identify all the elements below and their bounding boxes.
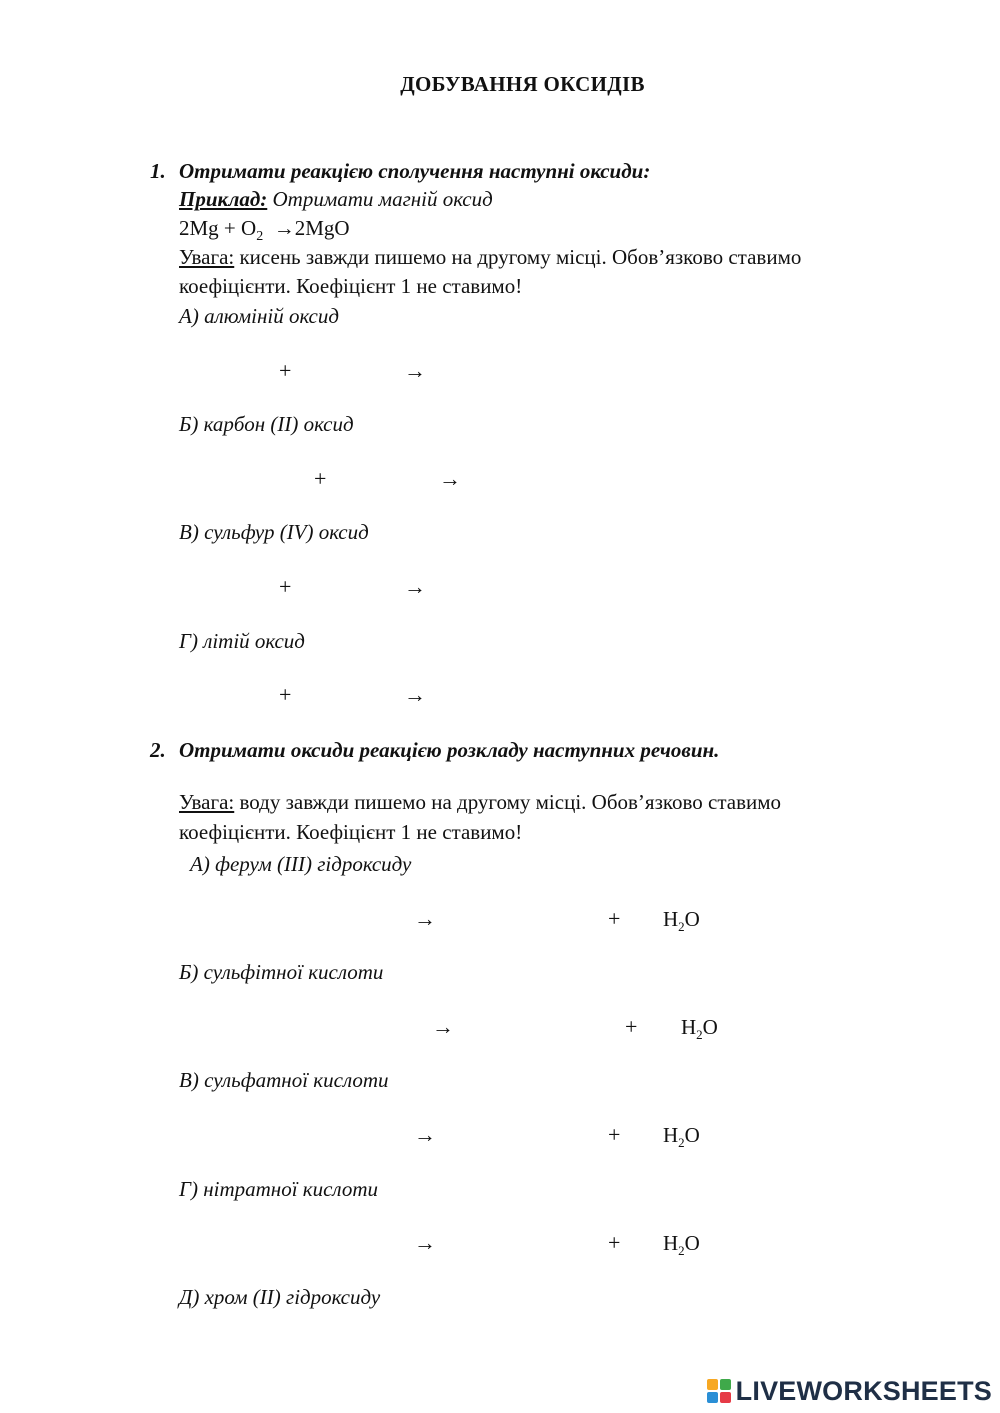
task-2-note-line-1 bbox=[179, 790, 781, 815]
task-2-item-c-arrow: → bbox=[414, 1122, 436, 1147]
task-2-item-a-water: $H_2O$ bbox=[663, 907, 700, 935]
note-text-1: воду завжди пишемо на другому місці. Обов’язково ставимо bbox=[234, 790, 782, 814]
task-2-item-d-plus: + bbox=[608, 1230, 621, 1255]
example-eq-left: 2Mg + O bbox=[179, 216, 257, 240]
task-1-item-b-plus: + bbox=[314, 466, 327, 491]
task-1-item-a-arrow: → bbox=[404, 358, 426, 383]
task-1-heading: Отримати реакцією сполучення наступні оксиди: bbox=[179, 159, 651, 183]
task-1-item-c-label: В) сульфур (IV) оксид bbox=[179, 520, 369, 544]
task-2-item-c-plus: + bbox=[608, 1122, 621, 1147]
note-label: Увага: bbox=[179, 245, 235, 269]
task-2-item-b-label: Б) сульфітної кислоти bbox=[179, 960, 384, 984]
task-1-item-c-plus: + bbox=[279, 574, 292, 599]
note-text-1: кисень завжди пишемо на другому місці. Обов’язково ставимо bbox=[234, 245, 802, 269]
task-2-item-d-water: $H_2O$ bbox=[663, 1231, 700, 1259]
task-1-item-d-plus: + bbox=[279, 682, 292, 707]
task-2-number: 2. bbox=[150, 738, 166, 762]
task-2-item-b-arrow: → bbox=[432, 1014, 454, 1039]
example-eq-right: →2MgO bbox=[263, 216, 350, 240]
task-1-example-equation bbox=[179, 216, 350, 245]
task-1-item-a-label: А) алюміній оксид bbox=[179, 304, 339, 328]
task-1-number: 1. bbox=[150, 159, 166, 183]
logo-text: LIVEWORKSHEETS bbox=[735, 1376, 992, 1406]
task-1-item-c-arrow: → bbox=[404, 574, 426, 599]
example-text: Отримати магній оксид bbox=[267, 187, 493, 211]
task-2-item-c-label: В) сульфатної кислоти bbox=[179, 1068, 389, 1092]
note-label: Увага: bbox=[179, 790, 235, 814]
task-2-item-a-arrow: → bbox=[414, 906, 436, 931]
task-1-item-b-label: Б) карбон (ІІ) оксид bbox=[179, 412, 354, 436]
liveworksheets-logo bbox=[707, 1376, 992, 1407]
task-1-item-b-arrow: → bbox=[439, 466, 461, 491]
task-2-item-b-plus: + bbox=[625, 1014, 638, 1039]
logo-square bbox=[720, 1379, 731, 1390]
logo-mark-icon bbox=[707, 1379, 733, 1405]
example-eq-sub: 2 bbox=[256, 229, 264, 245]
task-2-note-line-2: коефіцієнти. Коефіцієнт 1 не ставимо! bbox=[179, 820, 523, 844]
task-2-item-a-plus: + bbox=[608, 906, 621, 931]
task-2-item-b-water: $H_2O$ bbox=[681, 1015, 718, 1043]
task-1-note-line-1 bbox=[179, 245, 801, 270]
task-2-item-d-label: Г) нітратної кислоти bbox=[179, 1177, 378, 1201]
task-1-item-d-arrow: → bbox=[404, 682, 426, 707]
task-1-item-a-plus: + bbox=[279, 358, 292, 383]
task-2-item-c-water: $H_2O$ bbox=[663, 1123, 700, 1151]
task-1-note-line-2: коефіцієнти. Коефіцієнт 1 не ставимо! bbox=[179, 274, 523, 298]
logo-square bbox=[707, 1379, 718, 1390]
task-2-item-a-label: А) ферум (ІІІ) гідроксиду bbox=[190, 852, 412, 876]
logo-square bbox=[707, 1392, 718, 1403]
task-2-item-d-arrow: → bbox=[414, 1230, 436, 1255]
task-1-item-d-label: Г) літій оксид bbox=[179, 629, 305, 653]
task-2-heading: Отримати оксиди реакцією розкладу наступних речовин. bbox=[179, 738, 720, 762]
task-1-example bbox=[179, 187, 493, 212]
example-label: Приклад: bbox=[179, 187, 268, 211]
page-title: ДОБУВАННЯ ОКСИДІВ bbox=[400, 72, 645, 96]
task-2-item-e-label: Д) хром (ІІ) гідроксиду bbox=[179, 1285, 381, 1309]
logo-square bbox=[720, 1392, 731, 1403]
